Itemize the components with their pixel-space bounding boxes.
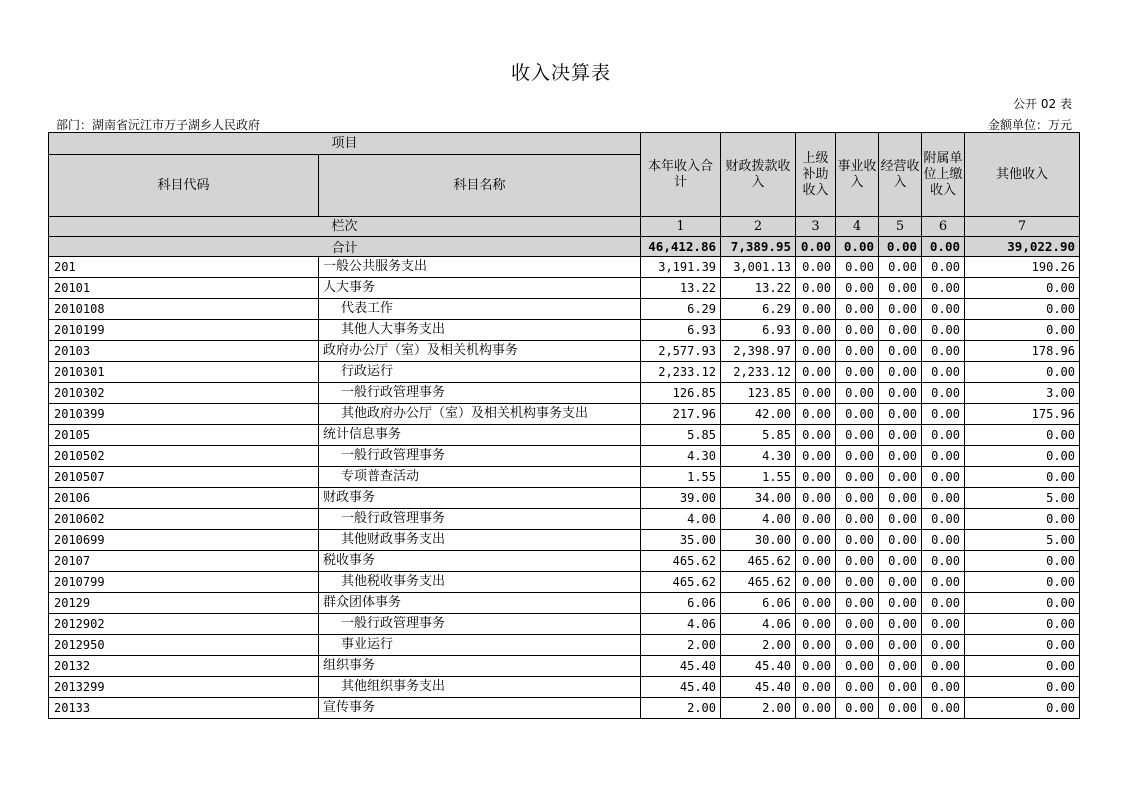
amount-cell: 4.30	[641, 446, 721, 467]
table-row	[49, 593, 1080, 614]
total-value-cell: 0.00	[922, 237, 965, 257]
amount-cell: 0.00	[836, 509, 879, 530]
amount-cell: 0.00	[796, 656, 836, 677]
amount-cell: 0.00	[836, 299, 879, 320]
table-row	[49, 656, 1080, 677]
amount-cell: 0.00	[796, 467, 836, 488]
amount-cell: 0.00	[965, 656, 1080, 677]
subject-code-cell: 2010399	[49, 404, 319, 425]
amount-cell: 123.85	[721, 383, 796, 404]
table-row	[49, 425, 1080, 446]
amount-cell: 0.00	[879, 593, 922, 614]
subject-name-cell: 一般行政管理事务	[319, 509, 641, 530]
amount-cell: 45.40	[641, 677, 721, 698]
amount-cell: 0.00	[796, 530, 836, 551]
amount-cell: 0.00	[965, 509, 1080, 530]
amount-cell: 0.00	[922, 341, 965, 362]
amount-cell: 0.00	[796, 383, 836, 404]
amount-cell: 0.00	[836, 257, 879, 278]
table-row	[49, 278, 1080, 299]
amount-cell: 5.85	[721, 425, 796, 446]
subject-code-cell: 2010301	[49, 362, 319, 383]
amount-cell: 35.00	[641, 530, 721, 551]
amount-cell: 0.00	[922, 572, 965, 593]
amount-unit-label: 金额单位：万元	[987, 118, 1072, 132]
table-row	[49, 320, 1080, 341]
amount-cell: 0.00	[965, 551, 1080, 572]
table-row	[49, 530, 1080, 551]
amount-cell: 45.40	[721, 656, 796, 677]
amount-cell: 0.00	[796, 488, 836, 509]
subject-name-cell: 其他政府办公厅（室）及相关机构事务支出	[319, 404, 641, 425]
table-row	[49, 677, 1080, 698]
amount-cell: 0.00	[965, 299, 1080, 320]
total-label: 合计	[49, 237, 641, 257]
column-index-cell: 2	[721, 217, 796, 237]
subject-name-cell: 人大事务	[319, 278, 641, 299]
amount-cell: 30.00	[721, 530, 796, 551]
total-value-cell: 46,412.86	[641, 237, 721, 257]
header-subject-code: 科目代码	[49, 155, 319, 217]
amount-cell: 5.85	[641, 425, 721, 446]
amount-cell: 0.00	[836, 593, 879, 614]
amount-cell: 0.00	[965, 320, 1080, 341]
subject-code-cell: 20132	[49, 656, 319, 677]
subject-name-cell: 一般行政管理事务	[319, 446, 641, 467]
subject-name-cell: 一般行政管理事务	[319, 383, 641, 404]
subject-name-cell: 一般公共服务支出	[319, 257, 641, 278]
subject-name-cell: 其他组织事务支出	[319, 677, 641, 698]
amount-cell: 0.00	[922, 362, 965, 383]
subject-code-cell: 20129	[49, 593, 319, 614]
amount-cell: 0.00	[879, 257, 922, 278]
amount-cell: 0.00	[836, 425, 879, 446]
amount-cell: 0.00	[922, 635, 965, 656]
header-affiliated-unit-income: 附属单位上缴收入	[922, 133, 965, 217]
amount-cell: 0.00	[836, 614, 879, 635]
header-fiscal-appropriation: 财政拨款收入	[721, 133, 796, 217]
subject-code-cell: 2012902	[49, 614, 319, 635]
total-value-cell: 7,389.95	[721, 237, 796, 257]
amount-cell: 0.00	[796, 677, 836, 698]
amount-cell: 0.00	[879, 341, 922, 362]
amount-cell: 0.00	[836, 572, 879, 593]
amount-cell: 0.00	[796, 425, 836, 446]
subject-name-cell: 其他财政事务支出	[319, 530, 641, 551]
subject-name-cell: 事业运行	[319, 635, 641, 656]
amount-cell: 3,001.13	[721, 257, 796, 278]
table-row	[49, 509, 1080, 530]
table-row	[49, 404, 1080, 425]
subject-code-cell: 20103	[49, 341, 319, 362]
amount-cell: 0.00	[965, 677, 1080, 698]
column-index-cell: 7	[965, 217, 1080, 237]
amount-cell: 0.00	[922, 404, 965, 425]
amount-cell: 0.00	[922, 257, 965, 278]
amount-cell: 2.00	[641, 698, 721, 719]
amount-cell: 0.00	[922, 530, 965, 551]
table-row	[49, 572, 1080, 593]
total-row	[49, 237, 1080, 257]
header-other-income: 其他收入	[965, 133, 1080, 217]
amount-cell: 0.00	[836, 341, 879, 362]
subject-code-cell: 201	[49, 257, 319, 278]
subject-code-cell: 2013299	[49, 677, 319, 698]
amount-cell: 0.00	[836, 530, 879, 551]
table-row	[49, 467, 1080, 488]
subject-code-cell: 2010699	[49, 530, 319, 551]
amount-cell: 4.00	[641, 509, 721, 530]
amount-cell: 0.00	[836, 320, 879, 341]
page-title: 收入决算表	[510, 62, 611, 84]
amount-cell: 0.00	[879, 635, 922, 656]
amount-cell: 13.22	[721, 278, 796, 299]
amount-cell: 0.00	[879, 677, 922, 698]
amount-cell: 0.00	[796, 320, 836, 341]
table-row	[49, 698, 1080, 719]
amount-cell: 0.00	[922, 278, 965, 299]
subject-code-cell: 2010507	[49, 467, 319, 488]
column-index-cell: 1	[641, 217, 721, 237]
amount-cell: 2.00	[641, 635, 721, 656]
amount-cell: 0.00	[796, 278, 836, 299]
amount-cell: 0.00	[796, 509, 836, 530]
subject-name-cell: 其他人大事务支出	[319, 320, 641, 341]
subject-code-cell: 2010602	[49, 509, 319, 530]
table-row	[49, 362, 1080, 383]
amount-cell: 6.29	[721, 299, 796, 320]
subject-code-cell: 20133	[49, 698, 319, 719]
amount-cell: 4.06	[721, 614, 796, 635]
amount-cell: 6.93	[721, 320, 796, 341]
income-statement-table	[48, 132, 1080, 719]
subject-name-cell: 组织事务	[319, 656, 641, 677]
amount-cell: 2,577.93	[641, 341, 721, 362]
table-row	[49, 488, 1080, 509]
subject-name-cell: 群众团体事务	[319, 593, 641, 614]
subject-code-cell: 20106	[49, 488, 319, 509]
subject-code-cell: 20105	[49, 425, 319, 446]
amount-cell: 0.00	[922, 551, 965, 572]
amount-cell: 0.00	[796, 593, 836, 614]
amount-cell: 0.00	[796, 698, 836, 719]
amount-cell: 0.00	[879, 509, 922, 530]
amount-cell: 0.00	[965, 635, 1080, 656]
amount-cell: 0.00	[796, 551, 836, 572]
header-business-income: 事业收入	[836, 133, 879, 217]
header-upper-subsidy: 上级补助收入	[796, 133, 836, 217]
amount-cell: 0.00	[879, 467, 922, 488]
amount-cell: 0.00	[836, 404, 879, 425]
subject-name-cell: 财政事务	[319, 488, 641, 509]
amount-cell: 0.00	[836, 656, 879, 677]
amount-cell: 0.00	[796, 362, 836, 383]
amount-cell: 0.00	[836, 488, 879, 509]
amount-cell: 190.26	[965, 257, 1080, 278]
amount-cell: 0.00	[922, 698, 965, 719]
total-value-cell: 0.00	[879, 237, 922, 257]
header-total-income: 本年收入合计	[641, 133, 721, 217]
amount-cell: 465.62	[641, 572, 721, 593]
amount-cell: 4.06	[641, 614, 721, 635]
amount-cell: 0.00	[922, 509, 965, 530]
column-index-cell: 6	[922, 217, 965, 237]
subject-code-cell: 2010108	[49, 299, 319, 320]
amount-cell: 6.29	[641, 299, 721, 320]
total-value-cell: 0.00	[836, 237, 879, 257]
amount-cell: 3,191.39	[641, 257, 721, 278]
amount-cell: 0.00	[922, 320, 965, 341]
table-row	[49, 257, 1080, 278]
amount-cell: 0.00	[879, 362, 922, 383]
amount-cell: 0.00	[922, 299, 965, 320]
subject-name-cell: 行政运行	[319, 362, 641, 383]
amount-cell: 2.00	[721, 635, 796, 656]
amount-cell: 0.00	[836, 635, 879, 656]
amount-cell: 0.00	[922, 467, 965, 488]
amount-cell: 2,233.12	[641, 362, 721, 383]
amount-cell: 2,398.97	[721, 341, 796, 362]
header-item: 项目	[49, 133, 641, 155]
total-value-cell: 0.00	[796, 237, 836, 257]
amount-cell: 217.96	[641, 404, 721, 425]
amount-cell: 0.00	[879, 383, 922, 404]
amount-cell: 0.00	[796, 404, 836, 425]
amount-cell: 0.00	[796, 572, 836, 593]
department-label: 部门：湖南省沅江市万子湖乡人民政府	[56, 118, 261, 132]
amount-cell: 0.00	[879, 656, 922, 677]
amount-cell: 5.00	[965, 530, 1080, 551]
amount-cell: 45.40	[721, 677, 796, 698]
amount-cell: 178.96	[965, 341, 1080, 362]
amount-cell: 4.00	[721, 509, 796, 530]
amount-cell: 175.96	[965, 404, 1080, 425]
total-value-cell: 39,022.90	[965, 237, 1080, 257]
amount-cell: 0.00	[836, 362, 879, 383]
amount-cell: 6.06	[641, 593, 721, 614]
amount-cell: 0.00	[836, 551, 879, 572]
column-index-cell: 3	[796, 217, 836, 237]
amount-cell: 0.00	[879, 446, 922, 467]
amount-cell: 6.93	[641, 320, 721, 341]
amount-cell: 0.00	[796, 614, 836, 635]
table-row	[49, 635, 1080, 656]
subject-name-cell: 专项普查活动	[319, 467, 641, 488]
table-row	[49, 383, 1080, 404]
amount-cell: 0.00	[922, 614, 965, 635]
amount-cell: 0.00	[879, 698, 922, 719]
subject-name-cell: 其他税收事务支出	[319, 572, 641, 593]
amount-cell: 0.00	[965, 698, 1080, 719]
amount-cell: 0.00	[879, 530, 922, 551]
subject-code-cell: 2010199	[49, 320, 319, 341]
amount-cell: 0.00	[796, 299, 836, 320]
amount-cell: 3.00	[965, 383, 1080, 404]
table-row	[49, 446, 1080, 467]
amount-cell: 0.00	[836, 446, 879, 467]
table-row	[49, 551, 1080, 572]
subject-name-cell: 一般行政管理事务	[319, 614, 641, 635]
amount-cell: 0.00	[922, 446, 965, 467]
amount-cell: 0.00	[796, 446, 836, 467]
amount-cell: 4.30	[721, 446, 796, 467]
amount-cell: 0.00	[922, 593, 965, 614]
amount-cell: 0.00	[922, 488, 965, 509]
amount-cell: 1.55	[641, 467, 721, 488]
amount-cell: 0.00	[836, 698, 879, 719]
amount-cell: 465.62	[641, 551, 721, 572]
amount-cell: 0.00	[965, 446, 1080, 467]
amount-cell: 0.00	[922, 383, 965, 404]
public-table-number: 公开 02 表	[1013, 97, 1072, 111]
amount-cell: 34.00	[721, 488, 796, 509]
subject-name-cell: 政府办公厅（室）及相关机构事务	[319, 341, 641, 362]
amount-cell: 0.00	[965, 593, 1080, 614]
subject-code-cell: 20107	[49, 551, 319, 572]
amount-cell: 0.00	[922, 677, 965, 698]
amount-cell: 126.85	[641, 383, 721, 404]
amount-cell: 0.00	[965, 425, 1080, 446]
column-index-cell: 4	[836, 217, 879, 237]
amount-cell: 0.00	[879, 299, 922, 320]
amount-cell: 5.00	[965, 488, 1080, 509]
amount-cell: 0.00	[922, 425, 965, 446]
amount-cell: 0.00	[836, 278, 879, 299]
amount-cell: 45.40	[641, 656, 721, 677]
header-subject-name: 科目名称	[319, 155, 641, 217]
amount-cell: 0.00	[965, 614, 1080, 635]
amount-cell: 2.00	[721, 698, 796, 719]
amount-cell: 465.62	[721, 551, 796, 572]
subject-name-cell: 代表工作	[319, 299, 641, 320]
amount-cell: 0.00	[879, 551, 922, 572]
amount-cell: 0.00	[879, 614, 922, 635]
amount-cell: 0.00	[879, 572, 922, 593]
amount-cell: 0.00	[796, 635, 836, 656]
amount-cell: 0.00	[796, 341, 836, 362]
table-row	[49, 299, 1080, 320]
amount-cell: 0.00	[965, 572, 1080, 593]
subject-code-cell: 2010799	[49, 572, 319, 593]
amount-cell: 42.00	[721, 404, 796, 425]
subject-name-cell: 统计信息事务	[319, 425, 641, 446]
subject-code-cell: 2012950	[49, 635, 319, 656]
header-column-index: 栏次	[49, 217, 641, 237]
column-index-cell: 5	[879, 217, 922, 237]
amount-cell: 0.00	[879, 488, 922, 509]
amount-cell: 0.00	[879, 320, 922, 341]
amount-cell: 465.62	[721, 572, 796, 593]
amount-cell: 0.00	[836, 677, 879, 698]
amount-cell: 39.00	[641, 488, 721, 509]
subject-code-cell: 20101	[49, 278, 319, 299]
header-operating-income: 经营收入	[879, 133, 922, 217]
amount-cell: 0.00	[836, 467, 879, 488]
amount-cell: 0.00	[965, 362, 1080, 383]
amount-cell: 0.00	[879, 425, 922, 446]
subject-code-cell: 2010502	[49, 446, 319, 467]
table-row	[49, 614, 1080, 635]
amount-cell: 1.55	[721, 467, 796, 488]
amount-cell: 0.00	[836, 383, 879, 404]
amount-cell: 6.06	[721, 593, 796, 614]
subject-name-cell: 税收事务	[319, 551, 641, 572]
amount-cell: 13.22	[641, 278, 721, 299]
amount-cell: 0.00	[965, 278, 1080, 299]
amount-cell: 0.00	[796, 257, 836, 278]
amount-cell: 0.00	[879, 404, 922, 425]
amount-cell: 0.00	[879, 278, 922, 299]
amount-cell: 0.00	[922, 656, 965, 677]
table-row	[49, 341, 1080, 362]
amount-cell: 2,233.12	[721, 362, 796, 383]
subject-name-cell: 宣传事务	[319, 698, 641, 719]
amount-cell: 0.00	[965, 467, 1080, 488]
subject-code-cell: 2010302	[49, 383, 319, 404]
